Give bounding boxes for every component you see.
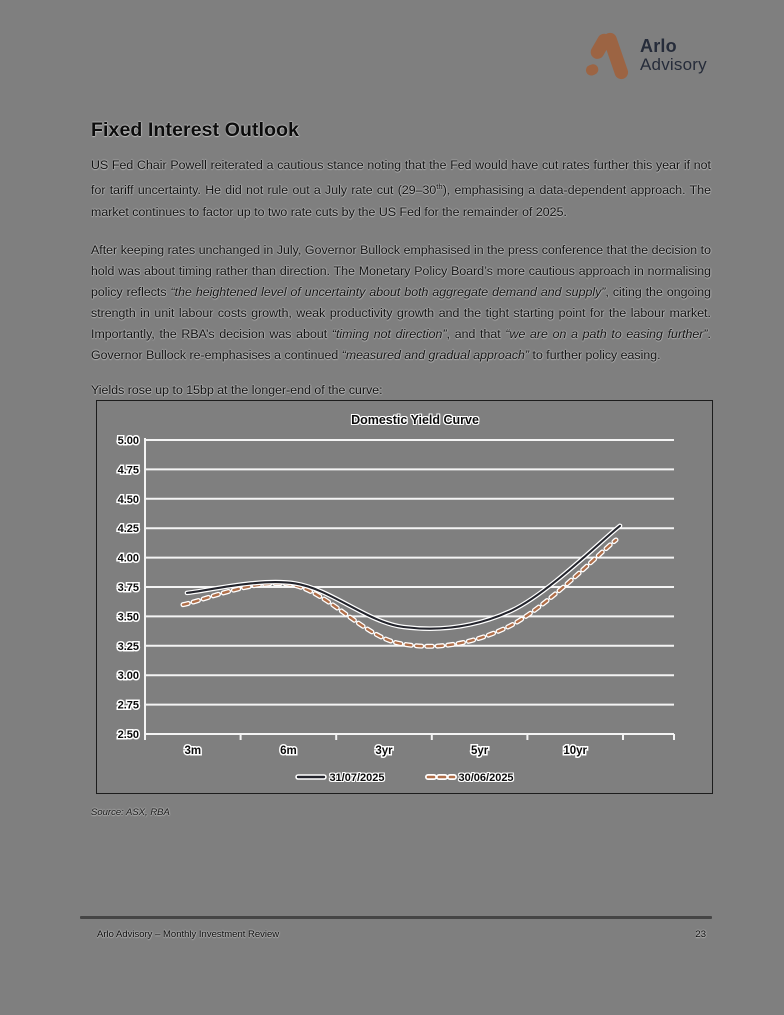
footer-document-title: Arlo Advisory – Monthly Investment Review bbox=[97, 929, 280, 940]
svg-text:10yr: 10yr bbox=[563, 745, 588, 757]
logo-wordmark bbox=[640, 37, 707, 74]
paragraph-rba-outlook: After keeping rates unchanged in July, Governor Bullock emphasised in the press conference that the decision to hold was about timing rather than direction. The Monetary Policy Board’s more cautious approach in normalising policy reflects “the heightened level of uncertainty about both aggregate demand and supply”, citing the ongoing strength in unit labour costs growth, weak productivity growth and the tight starting point for the labour market. Importantly, the RBA’s decision was about “timing not direction”, and that “we are on a path to easing further”. Governor Bullock re-emphasises a continued “measured and gradual approach” to further policy easing. bbox=[91, 243, 711, 363]
svg-text:4.50: 4.50 bbox=[117, 493, 139, 506]
yield-curve-plot-area bbox=[97, 401, 711, 792]
svg-text:5.00: 5.00 bbox=[117, 435, 139, 447]
svg-text:3.00: 3.00 bbox=[117, 670, 139, 683]
legend-label: 31/07/2025 bbox=[329, 772, 385, 784]
footer-divider bbox=[80, 916, 712, 919]
domestic-yield-curve-chart bbox=[96, 400, 713, 794]
svg-text:2.75: 2.75 bbox=[117, 699, 139, 712]
svg-text:3.50: 3.50 bbox=[117, 611, 139, 624]
logo-brand-name: Arlo bbox=[640, 35, 677, 56]
page-title: Fixed Interest Outlook bbox=[91, 119, 300, 142]
svg-text:2.50: 2.50 bbox=[117, 729, 139, 741]
svg-text:3.25: 3.25 bbox=[117, 640, 139, 653]
svg-text:3.75: 3.75 bbox=[117, 582, 139, 594]
paragraph-fed-outlook: US Fed Chair Powell reiterated a cautious stance noting that the Fed would have cut rates further this year if not for tariff uncertainty. He did not rule out a July rate cut (29–30th), emphasising a data-dependent approach. The market continues to factor up to two rate cuts by the US Fed for the remainder of 2025. bbox=[91, 158, 711, 219]
legend-label: 30/06/2025 bbox=[458, 772, 514, 784]
chart-legend bbox=[97, 769, 712, 787]
paragraph-yields-note: Yields rose up to 15bp at the longer-end of the curve: bbox=[91, 383, 383, 398]
svg-text:4.75: 4.75 bbox=[117, 464, 139, 477]
svg-text:4.00: 4.00 bbox=[117, 552, 139, 565]
chart-title: Domestic Yield Curve bbox=[351, 413, 479, 427]
arlo-logo-icon bbox=[583, 27, 633, 83]
legend-solid-line-swatch bbox=[295, 769, 327, 787]
legend-item-current-month bbox=[295, 769, 384, 787]
legend-dashed-line-swatch bbox=[425, 769, 457, 787]
source-note: Source: ASX, RBA bbox=[91, 807, 170, 818]
arlo-advisory-logo bbox=[583, 27, 707, 83]
logo-brand-suffix: Advisory bbox=[640, 54, 707, 74]
svg-text:3m: 3m bbox=[184, 745, 202, 757]
svg-text:5yr: 5yr bbox=[470, 745, 489, 757]
svg-text:3yr: 3yr bbox=[375, 745, 393, 757]
footer-page-number: 23 bbox=[695, 929, 706, 940]
svg-text:4.25: 4.25 bbox=[117, 523, 139, 536]
legend-item-prior-month bbox=[425, 769, 514, 787]
svg-text:6m: 6m bbox=[280, 745, 297, 757]
